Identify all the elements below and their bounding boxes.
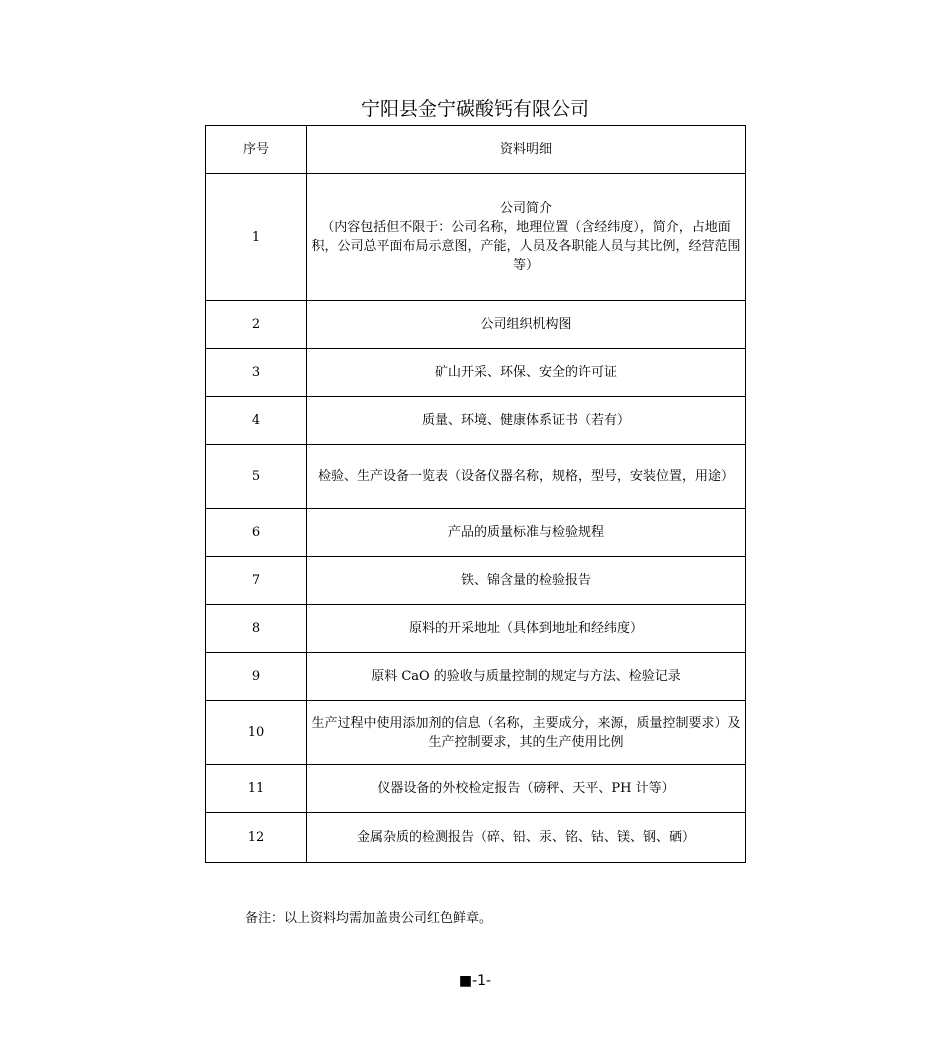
- table-row: [206, 445, 746, 509]
- row-number: 6: [206, 509, 307, 557]
- table-row: [206, 765, 746, 813]
- row-number: 8: [206, 605, 307, 653]
- table-row: [206, 509, 746, 557]
- row-detail: 检验、生产设备一览表（设备仪器名称，规格，型号，安装位置，用途）: [307, 445, 746, 509]
- table-row: [206, 813, 746, 863]
- page-number: ■-1-: [458, 973, 492, 989]
- row-number: 7: [206, 557, 307, 605]
- header-serial-number: 序号: [206, 126, 307, 174]
- detail-text: （内容包括但不限于：公司名称，地理位置（含经纬度），简介，占地面积，公司总平面布局示意图，产能，人员及各职能人员与其比例，经营范围等）: [311, 220, 741, 273]
- header-material-details: 资料明细: [307, 126, 746, 174]
- row-number: 3: [206, 349, 307, 397]
- row-number: 9: [206, 653, 307, 701]
- row-number: 2: [206, 301, 307, 349]
- row-number: 10: [206, 701, 307, 765]
- remark-note: 备注：以上资料均需加盖贵公司红色鲜章。: [245, 911, 493, 926]
- table-row: [206, 301, 746, 349]
- row-number: 12: [206, 813, 307, 863]
- row-detail: 铁、锦含量的检验报告: [307, 557, 746, 605]
- row-detail: 公司组织机构图: [307, 301, 746, 349]
- row-detail: 原料的开采地址（具体到地址和经纬度）: [307, 605, 746, 653]
- row-detail: 矿山开采、环保、安全的许可证: [307, 349, 746, 397]
- table-row: [206, 701, 746, 765]
- table-row: [206, 397, 746, 445]
- row-detail: 原料 CaO 的验收与质量控制的规定与方法、检验记录: [307, 653, 746, 701]
- row-number: 4: [206, 397, 307, 445]
- table-row: [206, 557, 746, 605]
- row-number: 11: [206, 765, 307, 813]
- table-row: [206, 174, 746, 301]
- table-row: [206, 349, 746, 397]
- row-detail: 生产过程中使用添加剂的信息（名称，主要成分，来源，质量控制要求）及生产控制要求，其的生产使用比例: [307, 701, 746, 765]
- row-detail: [307, 174, 746, 301]
- row-detail: 产品的质量标准与检验规程: [307, 509, 746, 557]
- row-number: 5: [206, 445, 307, 509]
- table-header-row: [206, 126, 746, 174]
- row-detail: 质量、环境、健康体系证书（若有）: [307, 397, 746, 445]
- table-row: [206, 605, 746, 653]
- row-number: 1: [206, 174, 307, 301]
- table-row: [206, 653, 746, 701]
- row-detail: 金属杂质的检测报告（碎、铅、汞、铭、钴、镁、钢、硒）: [307, 813, 746, 863]
- row-detail: 仪器设备的外校检定报告（磅秤、天平、PH 计等）: [307, 765, 746, 813]
- detail-heading: 公司简介: [499, 201, 552, 216]
- document-title: 宁阳县金宁碳酸钙有限公司: [360, 98, 589, 120]
- materials-table: [205, 125, 746, 863]
